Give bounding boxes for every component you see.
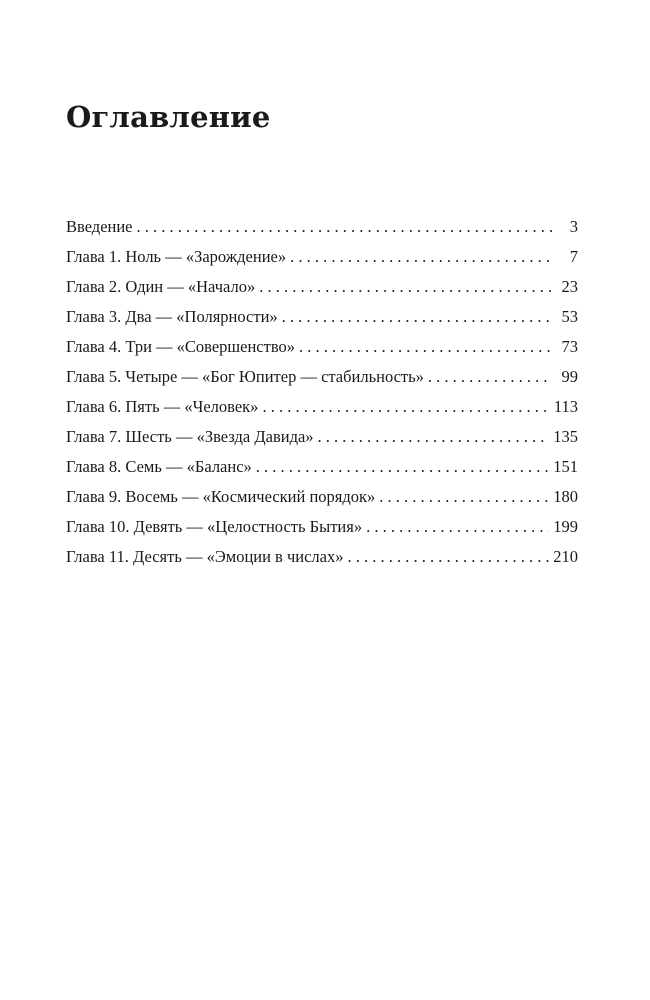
dot-leader bbox=[256, 452, 549, 482]
toc-entry-page-number: 3 bbox=[569, 217, 578, 236]
toc-entry-label: Глава 1. Ноль — «Зарождение» bbox=[66, 247, 287, 266]
dot-leader bbox=[137, 212, 552, 242]
toc-entry-chapter-6[interactable] bbox=[66, 392, 578, 422]
toc-entry-page-number: 99 bbox=[561, 367, 578, 386]
toc-entry-chapter-1[interactable] bbox=[66, 242, 578, 272]
toc-entry-page-number: 210 bbox=[553, 547, 578, 566]
page-title: Оглавление bbox=[66, 100, 271, 134]
dot-leader bbox=[428, 362, 552, 392]
toc-entry-chapter-11[interactable] bbox=[66, 542, 578, 572]
dot-leader bbox=[259, 272, 552, 302]
toc-entry-page-number: 23 bbox=[561, 277, 578, 296]
toc-entry-chapter-5[interactable] bbox=[66, 362, 578, 392]
dot-leader bbox=[282, 302, 552, 332]
toc-entry-page-number: 53 bbox=[561, 307, 578, 326]
toc-entry-chapter-8[interactable] bbox=[66, 452, 578, 482]
toc-entry-label: Глава 10. Девять — «Целостность Бытия» bbox=[66, 517, 363, 536]
toc-entry-label: Глава 11. Десять — «Эмоции в числах» bbox=[66, 547, 344, 566]
dot-leader bbox=[379, 482, 549, 512]
dot-leader bbox=[262, 392, 549, 422]
toc-entry-chapter-10[interactable] bbox=[66, 512, 578, 542]
toc-entry-label: Глава 5. Четыре — «Бог Юпитер — стабильность» bbox=[66, 367, 424, 386]
table-of-contents bbox=[66, 212, 578, 572]
toc-entry-page-number: 73 bbox=[561, 337, 578, 356]
toc-entry-chapter-3[interactable] bbox=[66, 302, 578, 332]
toc-entry-label: Глава 9. Восемь — «Космический порядок» bbox=[66, 487, 376, 506]
dot-leader bbox=[299, 332, 552, 362]
toc-entry-page-number: 113 bbox=[553, 397, 578, 416]
dot-leader bbox=[290, 242, 552, 272]
toc-entry-page-number: 199 bbox=[553, 517, 578, 536]
toc-entry-label: Введение bbox=[66, 217, 133, 236]
toc-entry-page-number: 135 bbox=[553, 427, 578, 446]
toc-entry-chapter-9[interactable] bbox=[66, 482, 578, 512]
toc-entry-label: Глава 6. Пять — «Человек» bbox=[66, 397, 259, 416]
toc-entry-introduction[interactable] bbox=[66, 212, 578, 242]
toc-entry-page-number: 7 bbox=[569, 247, 578, 266]
toc-entry-page-number: 151 bbox=[553, 457, 578, 476]
toc-entry-chapter-2[interactable] bbox=[66, 272, 578, 302]
toc-entry-label: Глава 4. Три — «Совершенство» bbox=[66, 337, 296, 356]
toc-entry-page-number: 180 bbox=[553, 487, 578, 506]
toc-entry-label: Глава 7. Шесть — «Звезда Давида» bbox=[66, 427, 314, 446]
toc-entry-chapter-7[interactable] bbox=[66, 422, 578, 452]
dot-leader bbox=[318, 422, 550, 452]
toc-entry-chapter-4[interactable] bbox=[66, 332, 578, 362]
toc-entry-label: Глава 3. Два — «Полярности» bbox=[66, 307, 278, 326]
toc-entry-label: Глава 2. Один — «Начало» bbox=[66, 277, 256, 296]
toc-entry-label: Глава 8. Семь — «Баланс» bbox=[66, 457, 252, 476]
dot-leader bbox=[366, 512, 549, 542]
dot-leader bbox=[347, 542, 549, 572]
